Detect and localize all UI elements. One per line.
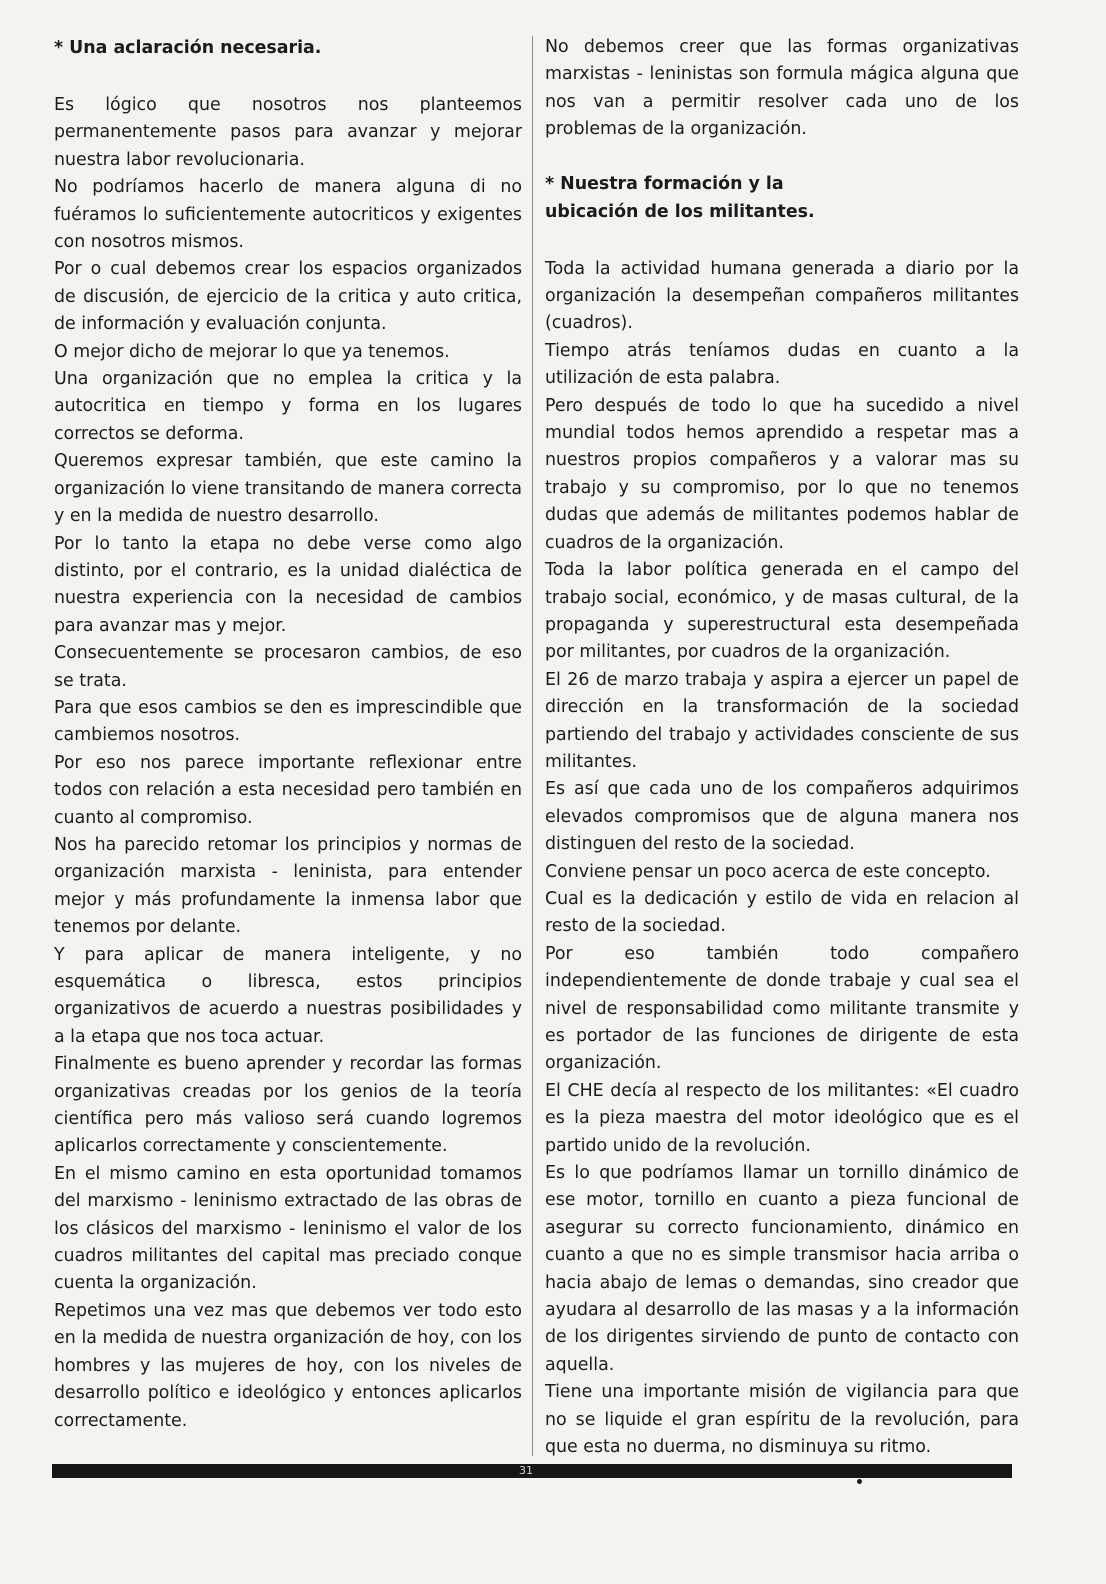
paragraph: No podríamos hacerlo de manera alguna di no fuéramos lo suficientemente autocriticos y exigentes con nosotros mismos. (54, 177, 522, 253)
section-heading-line: * Nuestra formación y la (545, 173, 784, 194)
paragraph: Pero después de todo lo que ha sucedido a nivel mundial todos hemos aprendido a respetar mas a nuestros propios compañeros y a valorar mas su trabajo y su compromiso, por lo que no tenemos dudas que además de militantes podemos hablar de cuadros de la organización. (545, 395, 1019, 553)
paragraph: O mejor dicho de mejorar lo que ya tenemos. (54, 341, 450, 362)
paragraph: En el mismo camino en esta oportunidad tomamos del marxismo - leninismo extractado de las obras de los clásicos del marxismo - leninismo el valor de los cuadros militantes del capital mas preciado conque cuenta la organización. (54, 1163, 522, 1294)
paragraph: Por lo tanto la etapa no debe verse como algo distinto, por el contrario, es la unidad dialéctica de nuestra experiencia con la necesidad de cambios para avanzar mas y mejor. (54, 533, 522, 636)
paragraph: Tiempo atrás teníamos dudas en cuanto a la utilización de esta palabra. (545, 340, 1019, 389)
ink-dot (857, 1479, 862, 1484)
section-heading-formacion (545, 170, 1019, 226)
intro-paragraph: No debemos creer que las formas organizativas marxistas - leninistas son formula mágica alguna que nos van a permitir resolver cada uno de los problemas de la organización. (545, 37, 1019, 140)
paragraph: Conviene pensar un poco acerca de este concepto. (545, 861, 991, 882)
column-divider (532, 36, 533, 1456)
paragraph: Una organización que no emplea la critica y la autocritica en tiempo y forma en los lugares correctos se deforma. (54, 369, 522, 444)
paragraph: Por o cual debemos crear los espacios organizados de discusión, de ejercicio de la critica y auto critica, de información y evaluación conjunta. (54, 259, 522, 335)
paragraph: Toda la actividad humana generada a diario por la organización la desempeñan compañeros militantes (cuadros). (545, 258, 1019, 334)
right-column (545, 34, 1019, 1462)
paragraph: Consecuentemente se procesaron cambios, de eso se trata. (54, 643, 522, 691)
paragraph: Es lo que podríamos llamar un tornillo dinámico de ese motor, tornillo en cuanto a pieza funcional de asegurar su correcto funcionamiento, dinámico en cuanto a que no es simple transmisor hacia arriba o hacia abajo de lemas o demandas, sino creador que ayudara al desarrollo de las masas y a la información de los dirigentes sirviendo de punto de contacto con aquella. (545, 1163, 1019, 1375)
paragraph: El CHE decía al respecto de los militantes: «El cuadro es la pieza maestra del motor ideológico que es el partido unido de la revolución. (545, 1080, 1019, 1156)
paragraph: Por eso nos parece importante reflexionar entre todos con relación a esta necesidad pero también en cuanto al compromiso. (54, 752, 522, 828)
paragraph: Es así que cada uno de los compañeros adquirimos elevados compromisos que de alguna manera nos distinguen del resto de la sociedad. (545, 779, 1019, 855)
section-heading-aclaracion: * Una aclaración necesaria. (54, 38, 322, 58)
paragraph: Queremos expresar también, que este camino la organización lo viene transitando de manera correcta y en la medida de nuestro desarrollo. (54, 451, 522, 527)
page-number: 31 (519, 1464, 533, 1477)
section-heading-line: ubicación de los militantes. (545, 201, 815, 222)
paragraph: Por eso también todo compañero independientemente de donde trabaje y cual sea el nivel de responsabilidad como militante transmite y es portador de las funciones de dirigente de esta organización. (545, 943, 1019, 1074)
paragraph: Y para aplicar de manera inteligente, y no esquemática o libresca, estos principios organizativos de acuerdo a nuestras posibilidades y a la etapa que nos toca actuar. (54, 944, 522, 1047)
paragraph: Toda la labor política generada en el campo del trabajo social, económico, y de masas cultural, de la propaganda y superestructural esta desempeñada por militantes, por cuadros de la organización. (545, 560, 1019, 663)
paragraph: El 26 de marzo trabaja y aspira a ejercer un papel de dirección en la transformación de la sociedad partiendo del trabajo y actividades consciente de sus militantes. (545, 669, 1019, 772)
left-column (54, 34, 522, 1435)
paragraph: Finalmente es bueno aprender y recordar las formas organizativas creadas por los genios de la teoría científica pero más valioso será cuando logremos aplicarlos correctamente y conscientemente. (54, 1054, 522, 1157)
paragraph: Es lógico que nosotros nos planteemos permanentemente pasos para avanzar y mejorar nuestra labor revolucionaria. (54, 95, 522, 170)
paragraph: Para que esos cambios se den es imprescindible que cambiemos nosotros. (54, 697, 522, 746)
paragraph: Tiene una importante misión de vigilancia para que no se liquide el gran espíritu de la revolución, para que esta no duerma, no disminuya su ritmo. (545, 1382, 1019, 1458)
paragraph: Repetimos una vez mas que debemos ver todo esto en la medida de nuestra organización de hoy, con los hombres y las mujeres de hoy, con los niveles de desarrollo político e ideológico y entonces aplicarlos correctamente. (54, 1300, 522, 1431)
paragraph: Nos ha parecido retomar los principios y normas de organización marxista - leninista, para entender mejor y más profundamente la inmensa labor que tenemos por delante. (54, 834, 522, 938)
paragraph: Cual es la dedicación y estilo de vida en relacion al resto de la sociedad. (545, 888, 1019, 937)
